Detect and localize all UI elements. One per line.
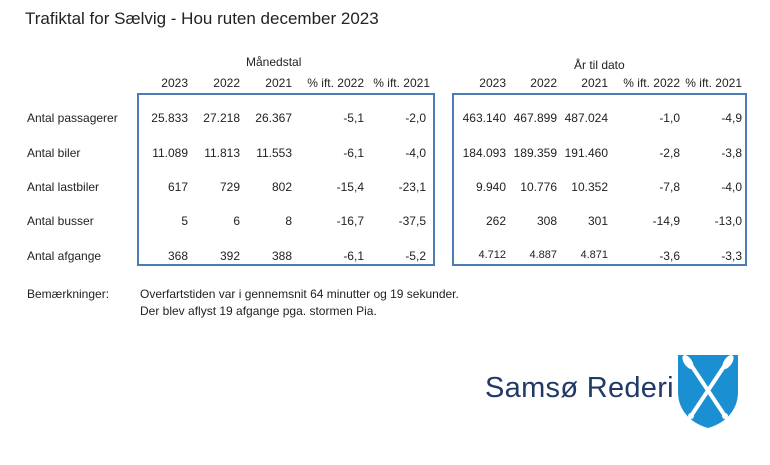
cell: 4.887 xyxy=(529,249,557,261)
cell: 11.553 xyxy=(256,146,292,160)
cell: 26.367 xyxy=(255,111,292,125)
row-label-trucks: Antal lastbiler xyxy=(27,180,100,194)
cell: 8 xyxy=(285,214,292,228)
cell: 4.871 xyxy=(580,249,608,261)
cell: 463.140 xyxy=(462,111,506,125)
cell: 5 xyxy=(181,214,188,228)
vrule-month-left xyxy=(137,93,139,266)
cell: -13,0 xyxy=(714,214,742,228)
cell: 184.093 xyxy=(462,146,506,160)
rule-bottom-month xyxy=(138,264,434,266)
cell: 11.813 xyxy=(204,146,240,160)
cell: -4,0 xyxy=(405,146,426,160)
cell: -3,3 xyxy=(721,249,742,263)
cell: 262 xyxy=(485,214,506,228)
vrule-ytd-left xyxy=(452,93,454,266)
cell: 189.359 xyxy=(513,146,557,160)
remark-line-2: Der blev aflyst 19 afgange pga. stormen Pia. xyxy=(140,304,377,318)
col-head-month-pct2021: % ift. 2021 xyxy=(373,76,430,90)
cell: -6,1 xyxy=(343,146,364,160)
remarks-label: Bemærkninger: xyxy=(27,287,110,301)
col-head-ytd-2021: 2021 xyxy=(581,76,608,90)
cell: -2,8 xyxy=(659,146,680,160)
cell: 388 xyxy=(271,249,292,263)
cell: -2,0 xyxy=(405,111,426,125)
vrule-ytd-right xyxy=(745,93,747,266)
cell: 9.940 xyxy=(475,180,506,194)
cell: 617 xyxy=(167,180,188,194)
cell: -4,0 xyxy=(721,180,742,194)
cell: -37,5 xyxy=(398,214,426,228)
vrule-month-right xyxy=(433,93,435,266)
col-head-month-pct2022: % ift. 2022 xyxy=(307,76,364,90)
cell: -6,1 xyxy=(343,249,364,263)
col-head-month-2023: 2023 xyxy=(161,76,188,90)
cell: -15,4 xyxy=(336,180,364,194)
col-head-month-2021: 2021 xyxy=(265,76,292,90)
cell: -7,8 xyxy=(659,180,680,194)
cell: -3,6 xyxy=(659,249,680,263)
row-label-departures: Antal afgange xyxy=(27,249,102,263)
row-label-buses: Antal busser xyxy=(27,214,94,228)
cell: 10.776 xyxy=(520,180,557,194)
group-label-month: Månedstal xyxy=(246,55,302,69)
cell: 467.899 xyxy=(513,111,557,125)
cell: -5,1 xyxy=(343,111,364,125)
cell: 802 xyxy=(271,180,292,194)
remark-line-1: Overfartstiden var i gennemsnit 64 minutter og 19 sekunder. xyxy=(140,287,459,301)
rule-bottom-ytd xyxy=(453,264,746,266)
col-head-ytd-2022: 2022 xyxy=(530,76,557,90)
cell: -14,9 xyxy=(652,214,680,228)
rule-top-month xyxy=(138,93,434,95)
cell: 308 xyxy=(536,214,557,228)
col-head-month-2022: 2022 xyxy=(213,76,240,90)
cell: 27.218 xyxy=(203,111,240,125)
col-head-ytd-2023: 2023 xyxy=(479,76,506,90)
cell: -5,2 xyxy=(405,249,426,263)
cell: 487.024 xyxy=(564,111,608,125)
rule-top-ytd xyxy=(453,93,746,95)
page-title: Trafiktal for Sælvig - Hou ruten december 2023 xyxy=(25,9,379,28)
cell: 191.460 xyxy=(564,146,608,160)
cell: -3,8 xyxy=(721,146,742,160)
col-head-ytd-pct2021: % ift. 2021 xyxy=(685,76,742,90)
group-label-ytd: År til dato xyxy=(574,58,625,72)
crossed-oars-shield-icon xyxy=(675,352,741,430)
row-label-cars: Antal biler xyxy=(27,146,81,160)
cell: 11.089 xyxy=(152,146,188,160)
cell: 25.833 xyxy=(151,111,188,125)
cell: 392 xyxy=(219,249,240,263)
col-head-ytd-pct2022: % ift. 2022 xyxy=(623,76,680,90)
cell: 6 xyxy=(233,214,240,228)
cell: -1,0 xyxy=(659,111,680,125)
cell: 301 xyxy=(587,214,608,228)
cell: -23,1 xyxy=(398,180,426,194)
row-label-passengers: Antal passagerer xyxy=(27,111,118,125)
cell: -16,7 xyxy=(336,214,364,228)
traffic-tables xyxy=(0,50,770,270)
cell: 10.352 xyxy=(571,180,608,194)
cell: 368 xyxy=(167,249,188,263)
cell: 4.712 xyxy=(478,249,506,261)
cell: 729 xyxy=(219,180,240,194)
cell: -4,9 xyxy=(721,111,742,125)
brand-name: Samsø Rederi xyxy=(485,372,674,404)
